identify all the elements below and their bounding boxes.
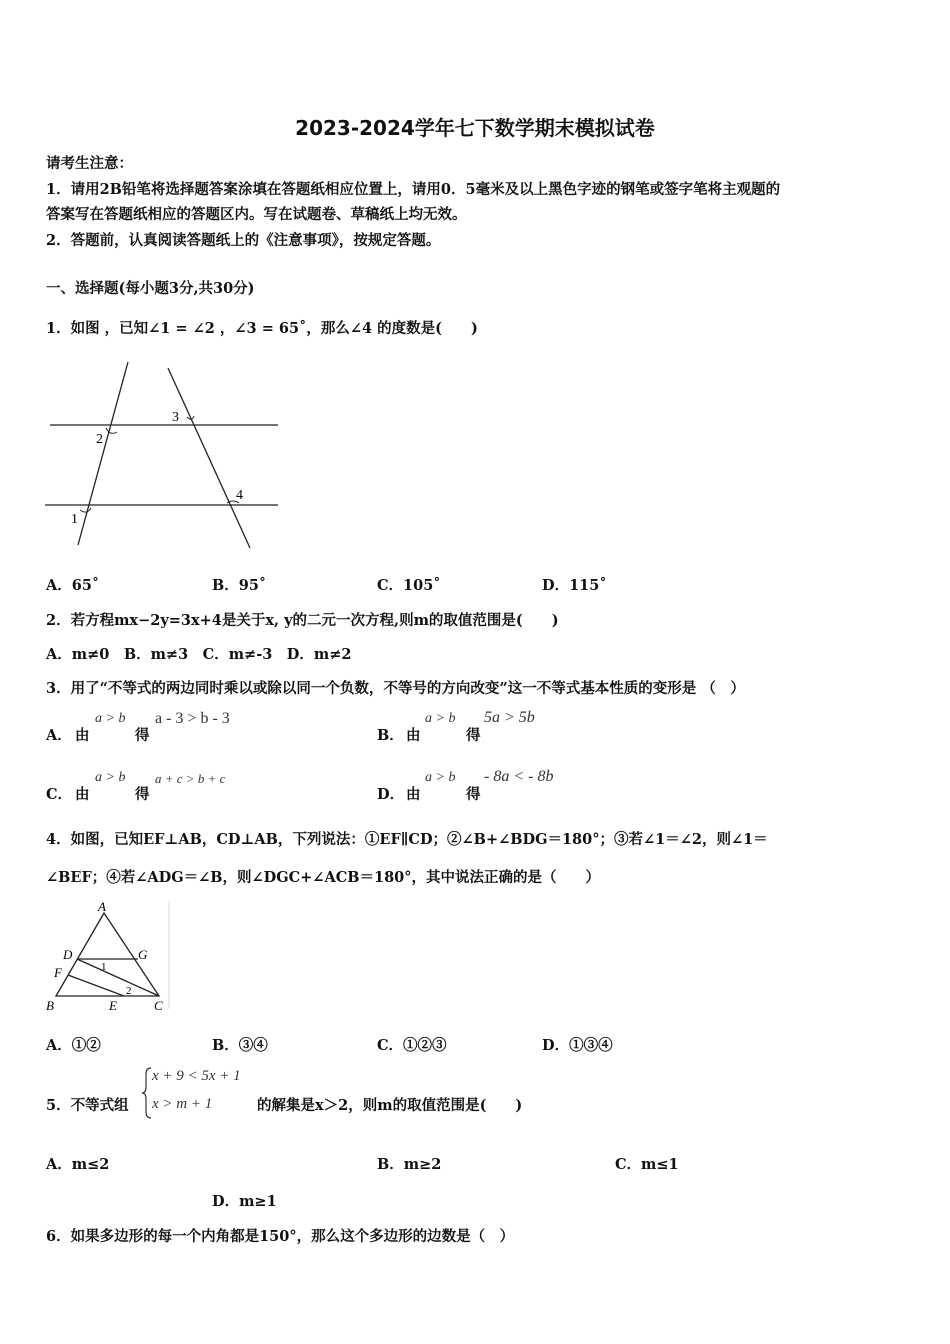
q4-label-d: D [63, 947, 73, 962]
q3-c-you: 由 [75, 786, 90, 803]
notice-line-1a: 1．请用2B铅笔将选择题答案涂填在答题纸相应位置上，请用0．5毫米及以上黑色字迹的钢笔或签字笔将主观题的 [46, 181, 781, 198]
q3-b-you: 由 [406, 727, 421, 744]
q4-label-a: A [98, 899, 106, 914]
q5-inequality-1: x + 9 < 5x + 1 [152, 1068, 241, 1084]
q4-label-e: E [109, 998, 117, 1013]
q3-d-result: - 8a < - 8b [484, 768, 554, 785]
q5-option-b[interactable]: B．m≥2 [377, 1156, 442, 1173]
q3-stem: 3．用了“不等式的两边同时乘以或除以同一个负数，不等号的方向改变”这一不等式基本性质的变形是 （ ） [46, 680, 745, 697]
section-heading: 一、选择题(每小题3分,共30分) [46, 280, 255, 297]
q3-a-result: a - 3 > b - 3 [155, 710, 230, 727]
q1-option-d[interactable]: D．115˚ [542, 577, 607, 594]
q3-c-condition: a > b [95, 770, 126, 785]
q1-option-b[interactable]: B．95˚ [212, 577, 267, 594]
q3-d-de: 得 [466, 786, 481, 803]
q3-a-label: A． [46, 727, 72, 744]
q2-stem: 2．若方程mx−2y=3x+4是关于x, y的二元一次方程,则m的取值范围是( ) [46, 612, 559, 629]
q4-label-f: F [54, 965, 62, 980]
q3-b-label: B． [377, 727, 404, 744]
q3-b-result: 5a > 5b [484, 709, 535, 726]
q4-label-2: 2 [126, 985, 132, 997]
q3-a-you: 由 [75, 727, 90, 744]
q3-d-you: 由 [406, 786, 421, 803]
q4-label-b: B [46, 998, 54, 1013]
q1-label-4: 4 [236, 488, 243, 503]
q3-b-de: 得 [466, 727, 481, 744]
q5-option-a[interactable]: A．m≤2 [46, 1156, 110, 1173]
q4-stem-line2: ∠BEF；④若∠ADG＝∠B，则∠DGC+∠ACB＝180°，其中说法正确的是（ ） [46, 869, 601, 886]
q3-d-label: D． [377, 786, 405, 803]
q4-option-b[interactable]: B．③④ [212, 1037, 268, 1054]
notice-line-2: 2．答题前，认真阅读答题纸上的《注意事项》，按规定答题。 [46, 232, 441, 249]
q4-option-c[interactable]: C．①②③ [377, 1037, 447, 1054]
q4-label-c: C [154, 998, 163, 1013]
q3-a-de: 得 [135, 727, 150, 744]
q5-option-c[interactable]: C．m≤1 [615, 1156, 679, 1173]
notice-line-1b: 答案写在答题纸相应的答题区内。写在试题卷、草稿纸上均无效。 [46, 206, 467, 223]
q1-label-1: 1 [71, 512, 78, 527]
q4-stem-line1: 4．如图，已知EF⊥AB，CD⊥AB，下列说法：①EF∥CD；②∠B+∠BDG＝180°；③若∠1＝∠2，则∠1＝ [46, 831, 768, 848]
q3-b-condition: a > b [425, 711, 456, 726]
q3-a-condition: a > b [95, 711, 126, 726]
page-title: 2023-2024学年七下数学期末模拟试卷 [295, 116, 655, 140]
notice-heading: 请考生注意： [46, 155, 133, 172]
q5-prefix: 5．不等式组 [46, 1097, 129, 1114]
q4-figure [42, 897, 172, 1017]
q3-d-condition: a > b [425, 770, 456, 785]
q4-label-1: 1 [101, 961, 107, 973]
q1-option-a[interactable]: A．65˚ [46, 577, 100, 594]
q5-suffix: 的解集是x＞2，则m的取值范围是( ) [257, 1097, 523, 1114]
q4-option-a[interactable]: A．①② [46, 1037, 101, 1054]
q6-stem: 6．如果多边形的每一个内角都是150°，那么这个多边形的边数是（ ） [46, 1228, 515, 1245]
q5-option-d[interactable]: D．m≥1 [212, 1193, 277, 1210]
q1-option-c[interactable]: C．105˚ [377, 577, 441, 594]
q2-options[interactable]: A．m≠0 B．m≠3 C．m≠-3 D．m≠2 [46, 646, 352, 663]
q4-label-g: G [138, 947, 148, 962]
q1-stem: 1．如图 ，已知∠1 = ∠2 ，∠3 = 65˚，那么∠4 的度数是( ) [46, 320, 478, 337]
q1-figure [40, 362, 285, 554]
q1-label-3: 3 [172, 410, 179, 425]
q3-c-de: 得 [135, 786, 150, 803]
q4-option-d[interactable]: D．①③④ [542, 1037, 613, 1054]
q5-inequality-2: x > m + 1 [152, 1096, 213, 1112]
q1-label-2: 2 [96, 432, 103, 447]
q3-c-result: a + c > b + c [155, 771, 226, 786]
q3-c-label: C． [46, 786, 73, 803]
